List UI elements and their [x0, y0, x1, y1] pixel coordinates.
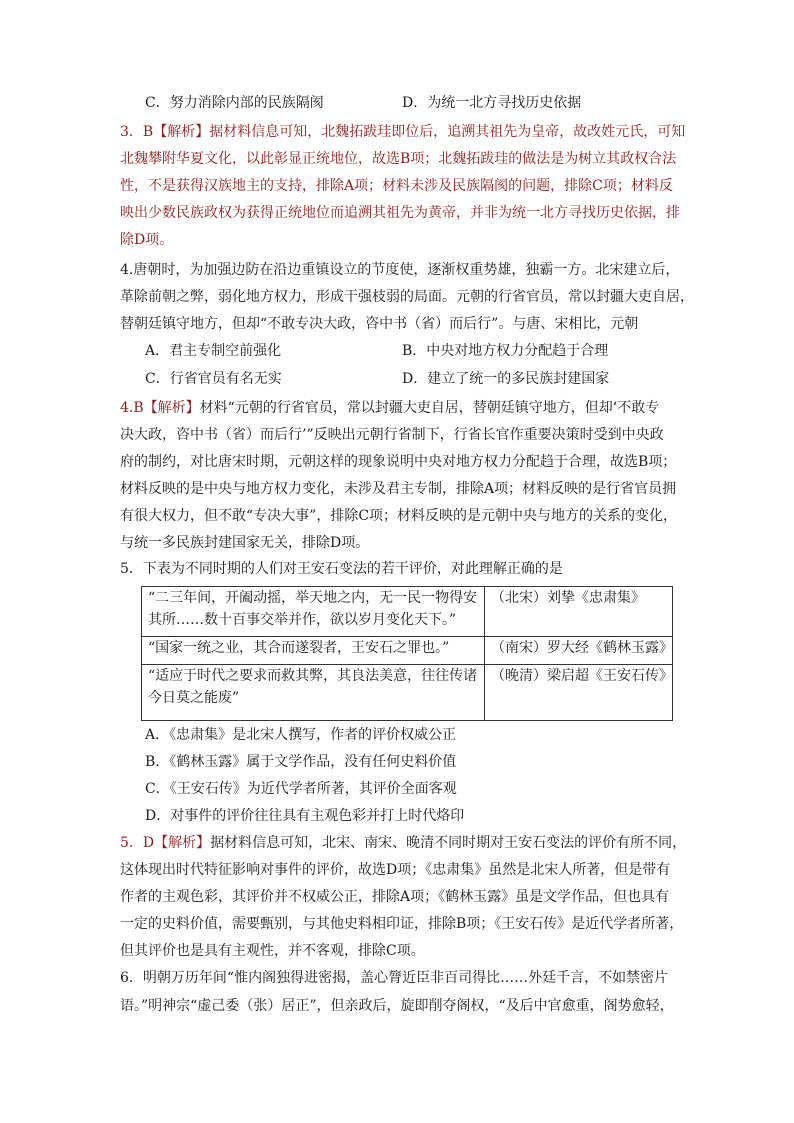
question-5-stem: 5．下表为不同时期的人们对王安石变法的若干评价，对此理解正确的是 — [120, 561, 563, 577]
answer-5-line-5: 但其评价也是具有主观性，并不客观，排除C项。 — [120, 943, 425, 959]
answer-3-line-5: 除D项。 — [120, 232, 174, 248]
q2-option-d: D．为统一北方寻找历史依据 — [402, 95, 582, 111]
question-6-line-2: 语。”明神宗“虚己委（张）居正”，但亲政后，旋即削夺阁权，“及后中官愈重，阁势愈轻， — [120, 998, 674, 1014]
question-4-line-3: 替朝廷镇守地方，但却“不敢专决大政，咨中书（省）而后行”。与唐、宋相比，元朝 — [120, 316, 639, 332]
q4-option-a: A．君主专制空前强化 — [145, 343, 282, 359]
answer-4-line-4: 材料反映的是中央与地方权力变化，未涉及君主专制，排除A项；材料反映的是行省官员拥 — [120, 481, 677, 497]
q2-option-c: C．努力消除内部的民族隔阂 — [145, 95, 324, 111]
table-cell-quote: “国家一统之业，其合而遂裂者，王安石之罪也。” — [142, 637, 485, 665]
answer-3-line-3: 性，不是获得汉族地主的支持，排除A项；材料未涉及民族隔阂的问题，排除C项；材料反 — [120, 178, 673, 194]
table-cell-quote: “适应于时代之要求而救其弊，其良法美意，往往传诸今日莫之能废” — [142, 665, 485, 721]
answer-5-line-2: 这体现出时代特征影响对事件的评价，故选D项；《忠肃集》虽然是北宋人所著，但是带有 — [120, 862, 671, 878]
answer-5-label: 5．D【解析】 — [120, 835, 211, 851]
answer-5-line-3: 作者的主观色彩，其评价并不权威公正，排除A项；《鹤林玉露》虽是文学作品，但也具有 — [120, 889, 670, 905]
q5-option-c: C．《王安石传》为近代学者所著，其评价全面客观 — [145, 781, 457, 797]
answer-4-line-2: 决大政，咨中书（省）而后行’”反映出元朝行省制下，行省长官作重要决策时受到中央政 — [120, 427, 664, 443]
evaluation-table — [141, 586, 673, 721]
answer-3-label: 3．B【解析】 — [120, 124, 210, 140]
answer-3-line-4: 映出少数民族政权为获得正统地位而追溯其祖先为黄帝，并非为统一北方寻找历史依据，排 — [120, 205, 680, 221]
answer-4-line-6: 与统一多民族封建国家无关，排除D项。 — [120, 535, 370, 551]
table-row — [142, 587, 673, 637]
q4-option-b: B．中央对地方权力分配趋于合理 — [402, 343, 609, 359]
table-cell-source: （晚清）梁启超《王安石传》 — [485, 665, 673, 721]
question-4-line-2: 革除前朝之弊，弱化地方权力，形成干强枝弱的局面。元朝的行省官员，常以封疆大吏自居， — [120, 289, 694, 305]
question-4-line-1: 4.唐朝时，为加强边防在沿边重镇设立的节度使，逐渐权重势雄，独霸一方。北宋建立后， — [120, 262, 680, 278]
table-cell-source: （北宋）刘挚《忠肃集》 — [485, 587, 673, 637]
answer-5-line-1: 5．D【解析】据材料信息可知，北宋、南宋、晚清不同时期对王安石变法的评价有所不同， — [120, 835, 687, 851]
answer-5-line-4: 一定的史料价值，需要甄别，与其他史料相印证，排除B项；《王安石传》是近代学者所著， — [120, 916, 684, 932]
answer-3-line-2: 北魏攀附华夏文化，以此彰显正统地位，故选B项；北魏拓跋珪的做法是为树立其政权合法 — [120, 151, 677, 167]
answer-4-line-5: 有很大权力，但不敢“专决大事”，排除C项；材料反映的是元朝中央与地方的关系的变化， — [120, 508, 678, 524]
table-row — [142, 637, 673, 665]
q5-option-d: D．对事件的评价往往具有主观色彩并打上时代烙印 — [145, 808, 465, 824]
question-6-line-1: 6．明朝万历年间“惟内阁独得进密揭，盖心膂近臣非百司得比……外廷千言，不如禁密片 — [120, 970, 669, 986]
table-cell-source: （南宋）罗大经《鹤林玉露》 — [485, 637, 673, 665]
table-row — [142, 665, 673, 721]
q4-option-c: C．行省官员有名无实 — [145, 371, 282, 387]
answer-3-line-1: 3．B【解析】据材料信息可知，北魏拓跋珪即位后，追溯其祖先为皇帝，故改姓元氏，可知 — [120, 124, 686, 140]
q5-option-b: B．《鹤林玉露》属于文学作品，没有任何史料价值 — [145, 754, 457, 770]
answer-4-line-3: 府的制约，对比唐宋时期，元朝这样的现象说明中央对地方权力分配趋于合理，故选B项； — [120, 454, 677, 470]
answer-4-line-1: 4.B【解析】材料“元朝的行省官员，常以封疆大吏自居，替朝廷镇守地方，但却‘不敢专 — [120, 400, 660, 416]
q5-option-a: A．《忠肃集》是北宋人撰写，作者的评价权威公正 — [145, 727, 457, 743]
table-cell-quote: “二三年间，开阖动摇，举天地之内，无一民一物得安其所……数十百事交举并作，欲以岁月变化天下。” — [142, 587, 485, 637]
q4-option-d: D．建立了统一的多民族封建国家 — [402, 371, 610, 387]
answer-4-label: 4.B【解析】 — [120, 400, 200, 416]
